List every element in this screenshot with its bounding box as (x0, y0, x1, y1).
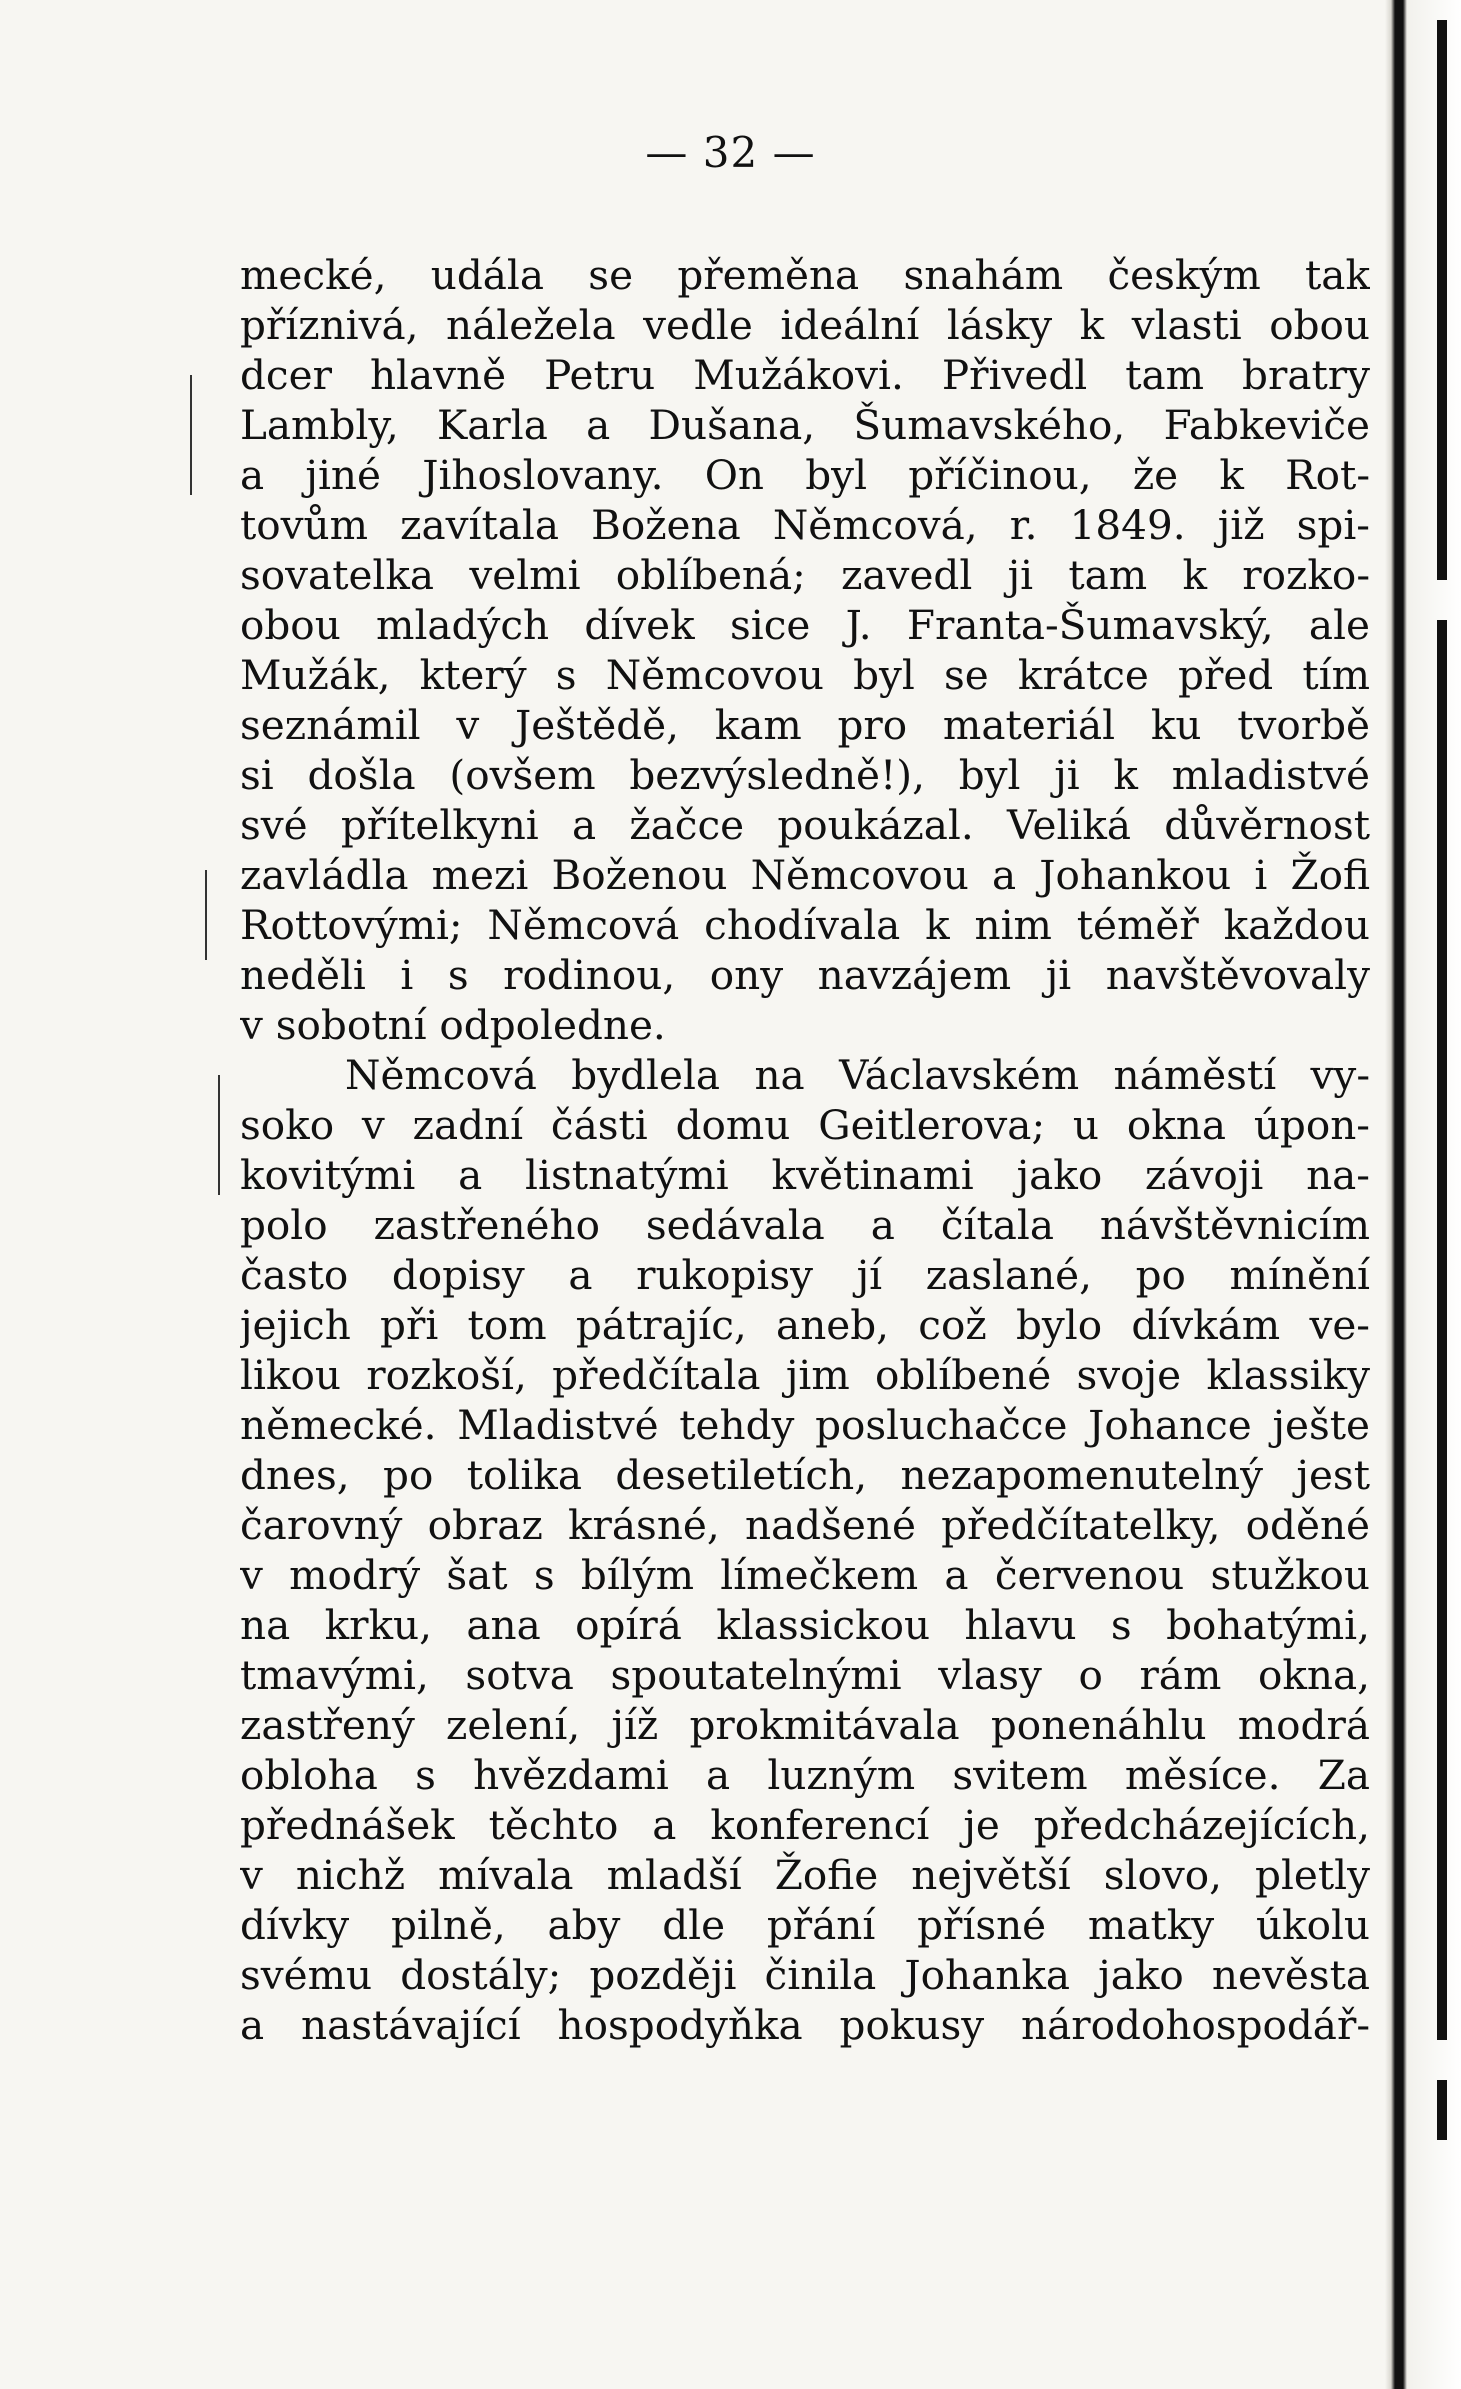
text-line: dnes, po tolika desetiletích, nezapomenutelný jest (240, 1451, 1370, 1499)
text-line: v modrý šat s bílým límečkem a červenou stužkou (240, 1551, 1370, 1599)
text-line: jejich při tom pátrajíc, aneb, což bylo dívkám ve- (240, 1301, 1370, 1349)
margin-pencil-mark (218, 1075, 220, 1195)
text-line: v nichž mívala mladší Žofie největší slovo, pletly (240, 1851, 1370, 1899)
margin-pencil-mark (190, 375, 192, 495)
text-line: na krku, ana opírá klassickou hlavu s bohatými, (240, 1601, 1370, 1649)
text-line: polo zastřeného sedávala a čítala návštěvnicím (240, 1201, 1370, 1249)
text-line: obloha s hvězdami a luzným svitem měsíce. Za (240, 1751, 1370, 1799)
text-line: seznámil v Ještědě, kam pro materiál ku tvorbě (240, 701, 1370, 749)
text-line: Rottovými; Němcová chodívala k nim téměř každou (240, 901, 1370, 949)
text-line: a jiné Jihoslovany. On byl příčinou, že k Rot- (240, 451, 1370, 499)
text-line: německé. Mladistvé tehdy posluchačce Johance ješte (240, 1401, 1370, 1449)
text-line: tmavými, sotva spoutatelnými vlasy o rám okna, (240, 1651, 1370, 1699)
text-line: příznivá, náležela vedle ideální lásky k vlasti obou (240, 301, 1370, 349)
text-line: zavládla mezi Boženou Němcovou a Johankou i Žofi (240, 851, 1370, 899)
text-line: své přítelkyni a žačce poukázal. Veliká důvěrnost (240, 801, 1370, 849)
edge-bar (1437, 620, 1447, 2040)
text-line: dcer hlavně Petru Mužákovi. Přivedl tam bratry (240, 351, 1370, 399)
text-line: kovitými a listnatými květinami jako závoji na- (240, 1151, 1370, 1199)
paragraph-first-line: Němcová bydlela na Václavském náměstí vy- (345, 1051, 1370, 1099)
text-line: dívky pilně, aby dle přání přísné matky úkolu (240, 1901, 1370, 1949)
text-line: přednášek těchto a konferencí je předcházejících, (240, 1801, 1370, 1849)
text-line: zastřený zelení, jíž prokmitávala ponenáhlu modrá (240, 1701, 1370, 1749)
text-line: a nastávající hospodyňka pokusy národohospodář- (240, 2001, 1370, 2049)
text-line: často dopisy a rukopisy jí zaslané, po mínění (240, 1251, 1370, 1299)
text-line: sovatelka velmi oblíbená; zavedl ji tam k rozko- (240, 551, 1370, 599)
text-line: obou mladých dívek sice J. Franta-Šumavský, ale (240, 601, 1370, 649)
body-text (240, 250, 1370, 2050)
text-line: tovům zavítala Božena Němcová, r. 1849. již spi- (240, 501, 1370, 549)
text-line: v sobotní odpoledne. (240, 1001, 666, 1049)
page-number: — 32 — (645, 128, 816, 177)
text-line: čarovný obraz krásné, nadšené předčítatelky, oděné (240, 1501, 1370, 1549)
margin-pencil-mark (205, 870, 207, 960)
text-line: si došla (ovšem bezvýsledně!), byl ji k mladistvé (240, 751, 1370, 799)
page-edge-shadow (1385, 0, 1461, 2389)
text-line: svému dostály; později činila Johanka jako nevěsta (240, 1951, 1370, 1999)
text-line: soko v zadní části domu Geitlerova; u okna úpon- (240, 1101, 1370, 1149)
text-line: Lambly, Karla a Dušana, Šumavského, Fabkeviče (240, 401, 1370, 449)
text-line: likou rozkoší, předčítala jim oblíbené svoje klassiky (240, 1351, 1370, 1399)
text-line: mecké, udála se přeměna snahám českým tak (240, 251, 1370, 299)
text-line: neděli i s rodinou, ony navzájem ji navštěvovaly (240, 951, 1370, 999)
text-line: Mužák, který s Němcovou byl se krátce před tím (240, 651, 1370, 699)
edge-bar (1437, 20, 1447, 580)
edge-bar (1437, 2080, 1447, 2140)
